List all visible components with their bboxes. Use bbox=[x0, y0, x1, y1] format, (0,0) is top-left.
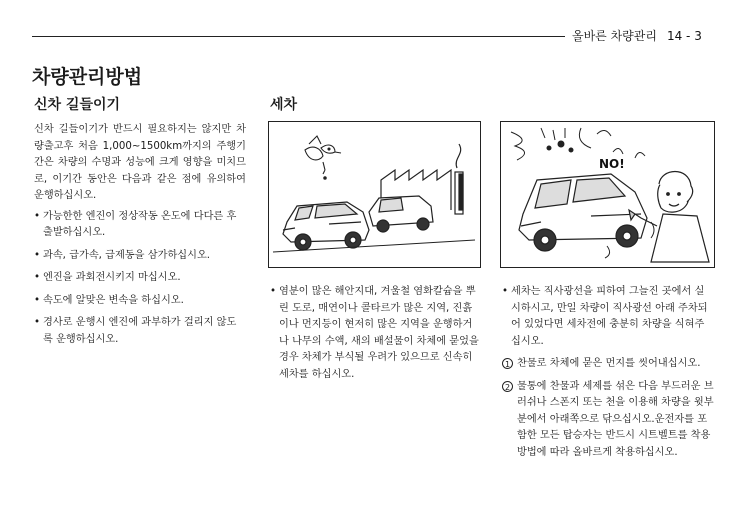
list-item: • 세차는 직사광선을 피하여 그늘진 곳에서 실시하시고, 만일 차량이 직사광선 아래 주차되어 있었다면 세차전에 충분히 차량을 식혀주십시오. bbox=[502, 284, 714, 350]
step-number: 2 bbox=[502, 381, 513, 392]
break-in-intro: 신차 길들이기가 반드시 필요하지는 않지만 차량출고후 처음 1,000~1500km까지의 주행기간은 차량의 수명과 성능에 크게 영향을 미치므로, 이기간 동안은 다음과 같은 점에 유의하여 운행하십시오. bbox=[34, 124, 246, 201]
list-item: • 과속, 급가속, 급제동을 삼가하십시오. bbox=[34, 248, 246, 265]
no-exclaim-label: NO! bbox=[599, 157, 625, 171]
washing-step bbox=[502, 356, 714, 373]
step-text: 찬물로 차체에 묻은 먼지를 씻어내십시오. bbox=[517, 358, 701, 369]
list-item: • 속도에 알맞은 변속을 하십시오. bbox=[34, 293, 246, 310]
step-text: 물통에 찬물과 세제를 섞은 다음 부드러운 브러쉬나 스폰지 또는 천을 이용해 차량을 윗부분에서 아래쪽으로 닦으십시오.운전자를 포함한 모든 탑승자는 반드시 시트벨트를 착용방법에 따라 올바르게 착용하십시오. bbox=[517, 380, 714, 458]
page-title: 차량관리방법 bbox=[32, 66, 143, 88]
page-number: 14 - 3 bbox=[666, 29, 702, 43]
step-number: 1 bbox=[502, 358, 513, 369]
header-rule bbox=[32, 36, 565, 37]
washing-steps bbox=[502, 356, 714, 461]
washing-right-list bbox=[502, 284, 714, 350]
break-in-heading: 신차 길들이기 bbox=[34, 97, 121, 113]
list-item: • 가능한한 엔진이 정상작동 온도에 다다른 후 출발하십시오. bbox=[34, 209, 246, 242]
car-washing-sun-drawing bbox=[501, 122, 714, 267]
washing-right-text bbox=[502, 284, 714, 461]
washing-left-list bbox=[270, 284, 480, 383]
list-item: • 경사로 운행시 엔진에 과부하가 걸리지 않도록 운행하십시오. bbox=[34, 315, 246, 348]
illustration-sun-washing bbox=[500, 121, 715, 268]
break-in-list bbox=[34, 209, 246, 349]
washing-left-text bbox=[270, 284, 480, 389]
header-section-title: 올바른 차량관리 bbox=[572, 29, 657, 43]
running-header bbox=[572, 27, 702, 44]
list-item: • 염분이 많은 해안지대, 겨울철 염화칼슘을 뿌린 도로, 매연이나 콜타르가 많은 지역, 진흙이나 먼지등이 현저히 많은 지역을 운행하거나 나무의 수액, 새의 배설물이 차체에 묻었을 경우 차체가 부식될 우려가 있으므로 신속히 세차를 하십시오. bbox=[270, 284, 480, 383]
washing-heading: 세차 bbox=[270, 97, 298, 113]
break-in-section bbox=[34, 122, 246, 354]
cars-factory-bird-drawing bbox=[269, 122, 480, 267]
washing-step bbox=[502, 379, 714, 462]
list-item: • 엔진을 과회전시키지 마십시오. bbox=[34, 270, 246, 287]
illustration-polluted-driving bbox=[268, 121, 481, 268]
